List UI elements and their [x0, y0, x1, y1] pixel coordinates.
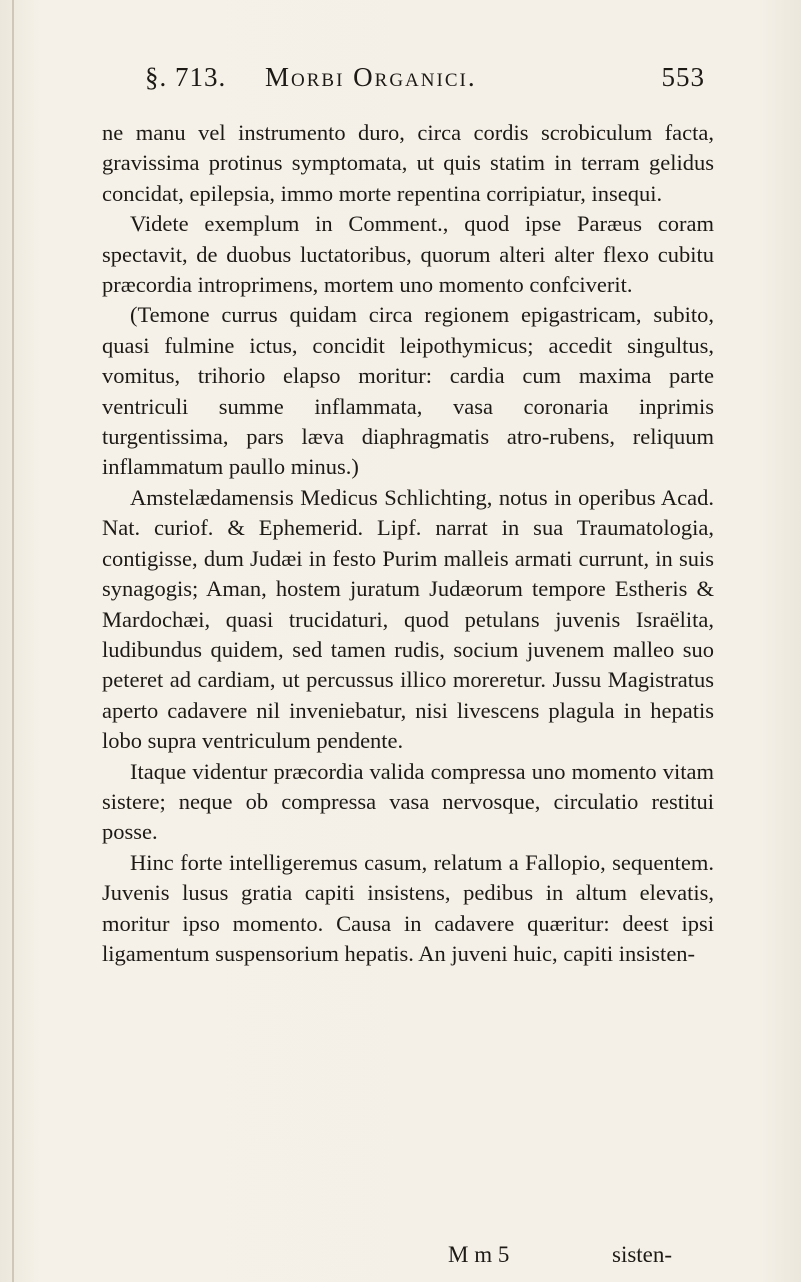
signature-mark: M m 5: [448, 1242, 510, 1267]
paragraph-2: Videte exemplum in Comment., quod ipse Paræus coram spectavit, de duobus luctatoribus, quorum alteri alter flexo cubitu præcordia introprimens, mortem uno momento confciverit.: [102, 211, 714, 298]
binding-edge: [12, 0, 14, 1282]
section-number: §. 713.: [145, 62, 227, 92]
paragraph-3: (Temone currus quidam circa regionem epigastricam, subito, quasi fulmine ictus, concidit leipothymicus; accedit singultus, vomitus, trihorio elapso moritur: cardia cum maxima parte ventriculi summe inflammata, vasa coronaria inprimis turgentissima, pars læva diaphragmatis atro-rubens, reliquum inflammatum paullo minus.): [102, 302, 714, 480]
paragraph-5: Itaque videntur præcordia valida compressa uno momento vitam sistere; neque ob compressa vasa nervosque, circulatio restitui posse.: [102, 758, 714, 845]
paragraph-1: ne manu vel instrumento duro, circa cordis scrobiculum facta, gravissima protinus symptomata, ut quis statim in terram gelidus concidat, epilepsia, immo morte repentina corripiatur, insequi.: [102, 120, 714, 206]
paragraph-6: Hinc forte intelligeremus casum, relatum a Fallopio, sequentem. Juvenis lusus gratia capiti insistens, pedibus in altum elevatis, moritur ipso momento. Causa in cadavere quæritur: deest ipsi ligamentum suspensorium hepatis. An juveni huic, capiti insisten-: [102, 849, 714, 966]
running-title: Morbi Organici.: [265, 62, 477, 92]
catchword: sisten-: [612, 1242, 673, 1267]
main-text: [102, 118, 714, 969]
paragraph-4: Amstelædamensis Medicus Schlichting, notus in operibus Acad. Nat. curiof. & Ephemerid. Lipf. narrat in sua Traumatologia, contigisse, dum Judæi in festo Purim malleis armati currunt, in suis synagogis; Aman, hostem juratum Judæorum tempore Estheris & Mardochæi, quasi trucidaturi, quod petulans juvenis Israëlita, ludibundus quidem, sed tamen rudis, socium juvenem malleo suo peteret ad cardiam, ut percussus illico moreretur. Jussu Magistratus aperto cadavere nil inveniebatur, nisi livescens plagula in hepatis lobo supra ventriculum pendente.: [102, 484, 714, 754]
page-number: 553: [661, 62, 705, 92]
running-header: [145, 62, 705, 102]
